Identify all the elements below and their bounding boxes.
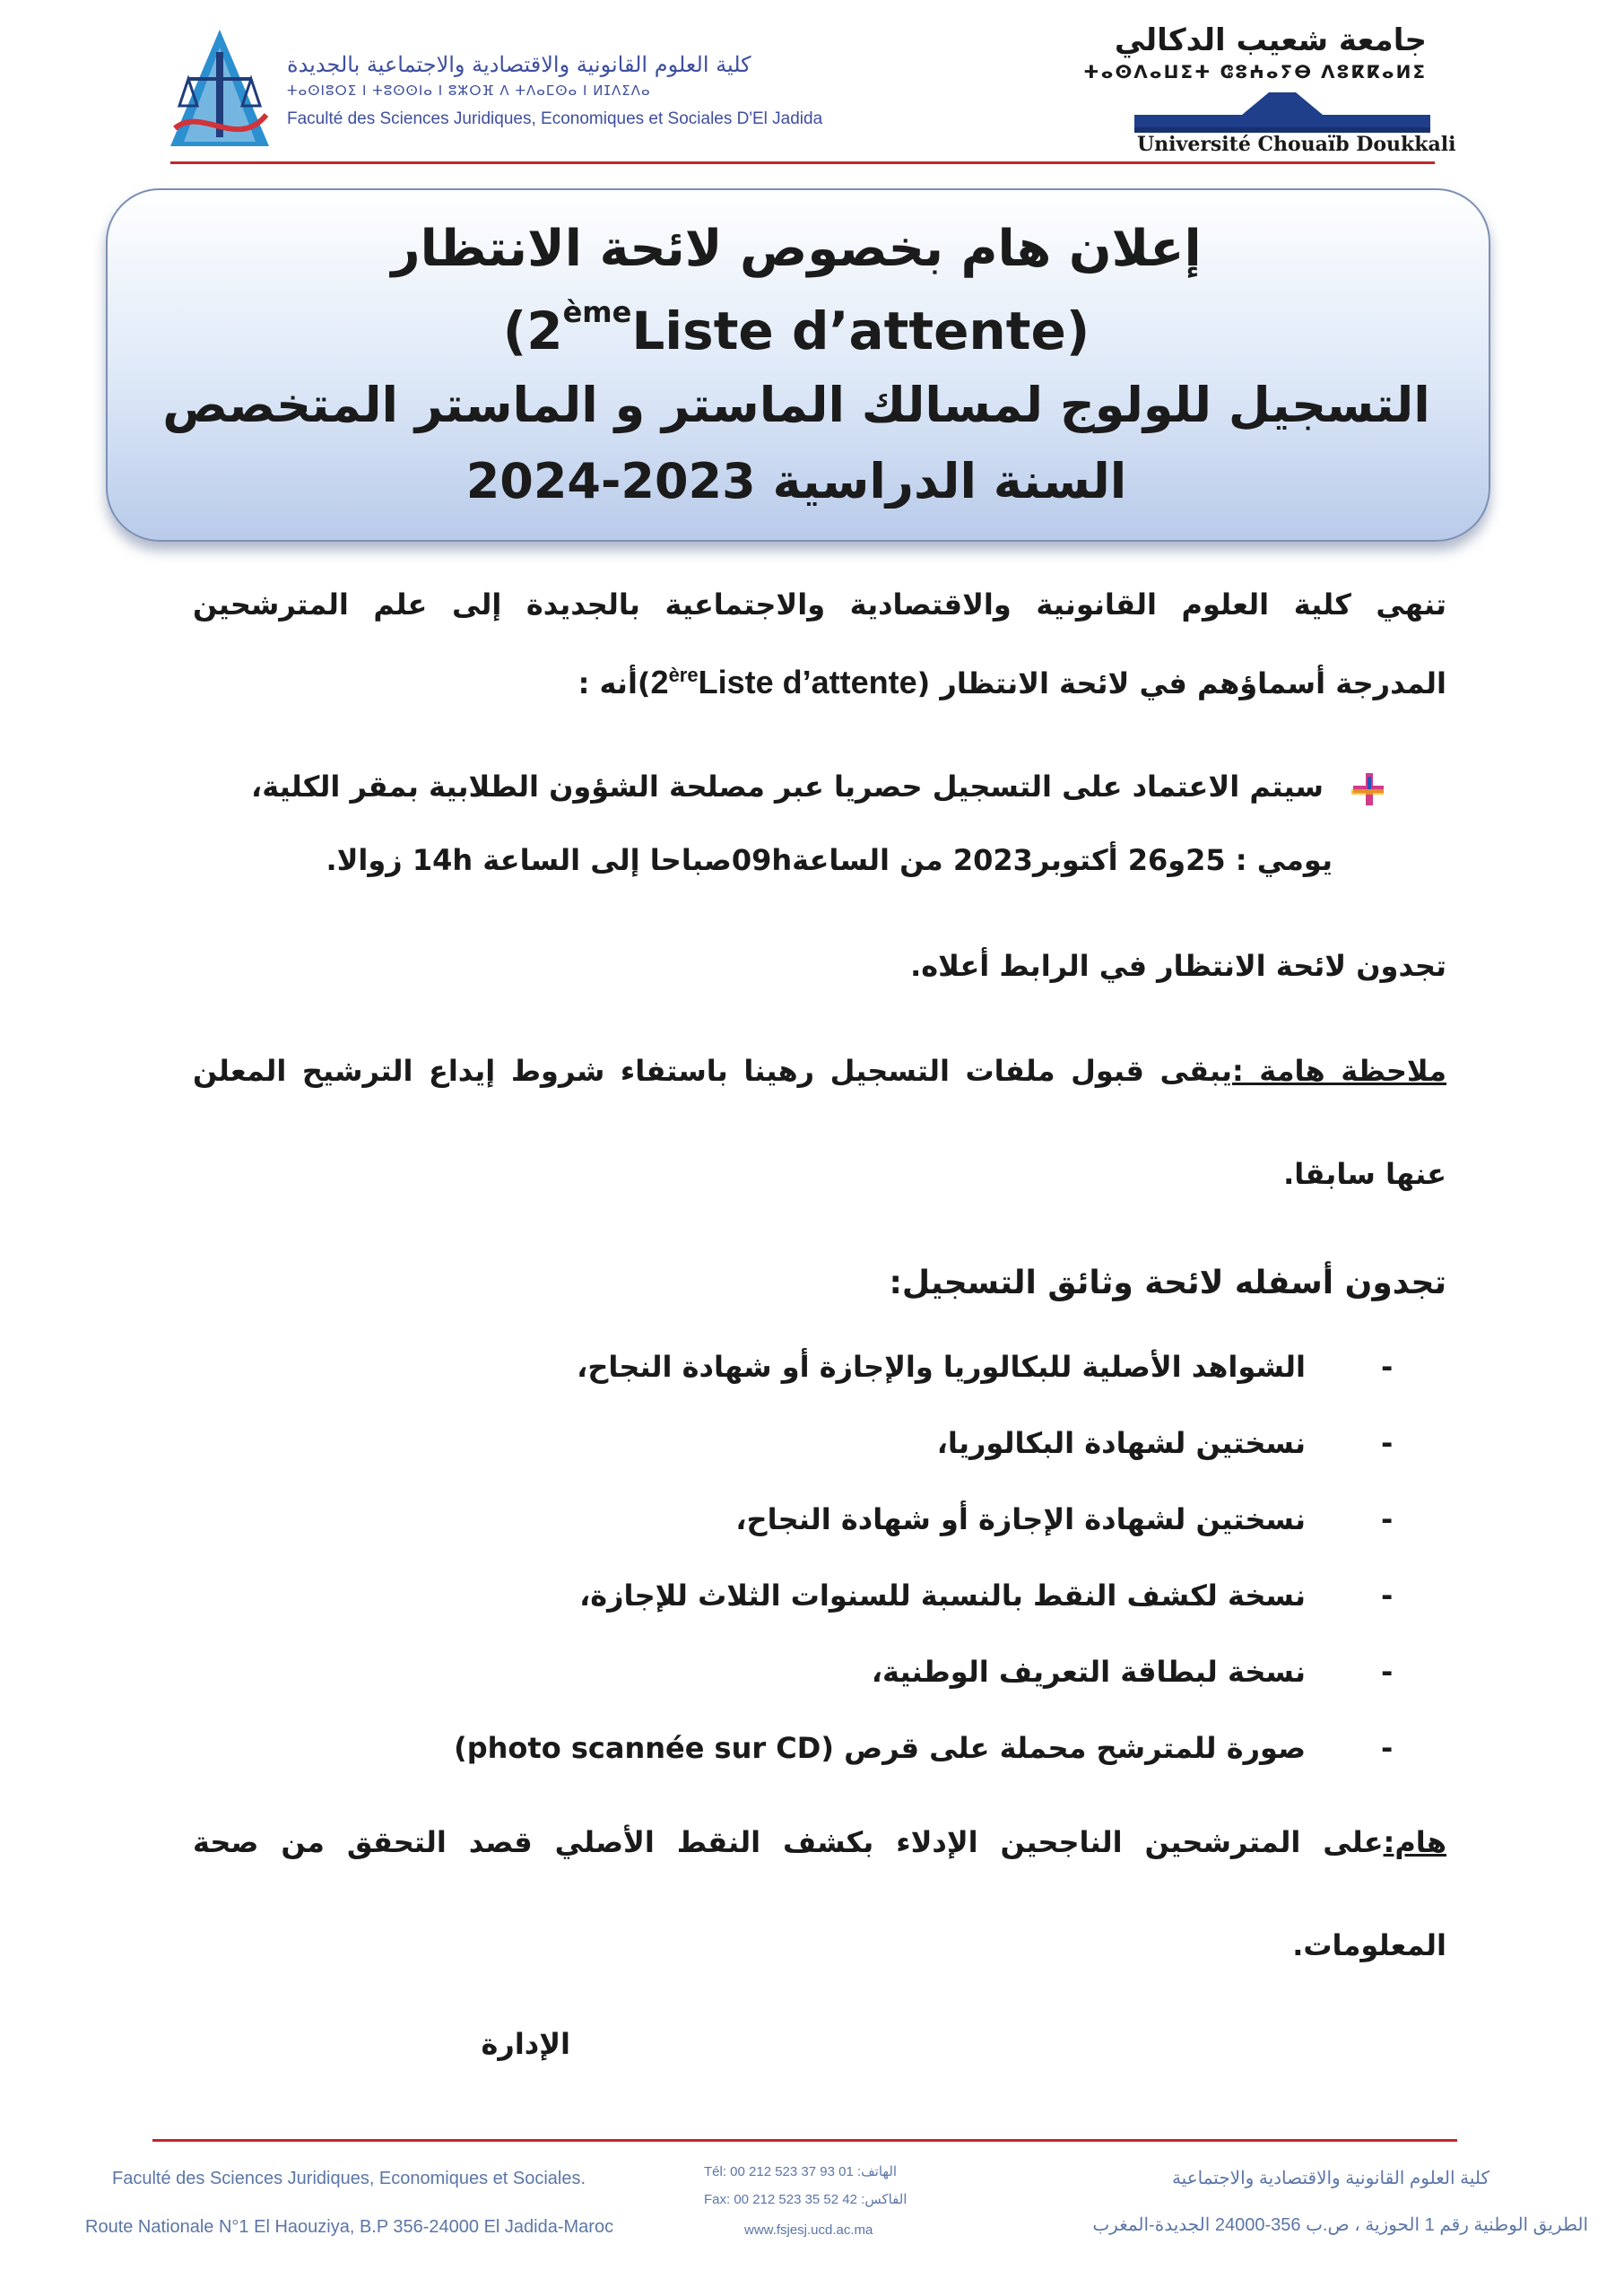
notice-label: هام: (1383, 1825, 1446, 1859)
footer-website[interactable]: www.fsjesj.ucd.ac.ma (744, 2222, 873, 2238)
university-building-logo (1134, 88, 1430, 133)
footer-tel: Tél: 00 212 523 37 93 01 :الهاتف (704, 2164, 898, 2179)
document-item-1: الشواهد الأصلية للبكالوريا والإجازة أو شهادة النجاح، (577, 1350, 1306, 1384)
list-dash: - (1381, 1350, 1394, 1384)
footer-divider (152, 2139, 1457, 2142)
footer-fr-line-2: Route Nationale N°1 El Haouziya, B.P 356-24000 El Jadida-Maroc (85, 2217, 614, 2237)
important-note-line-1: ملاحظة هامة :يبقى قبول ملفات التسجيل رهينا باستفاء شروط إيداع الترشيح المعلن (193, 1054, 1447, 1088)
waiting-list-link-note: تجدون لائحة الانتظار في الرابط أعلاه. (910, 949, 1446, 983)
intro-line-2: المدرجة أسماؤهم في لائحة الانتظار (2èreListe d’attente)أنه : (578, 664, 1446, 700)
document-item-6: صورة للمترشح محملة على قرص (photo scannée sur CD) (454, 1731, 1306, 1765)
faculty-name-fr: Faculté des Sciences Juridiques, Economiques et Sociales D'El Jadida (287, 109, 823, 128)
title-line-academic-year: السنة الدراسية 2023-2024 (465, 453, 1127, 509)
list-dash: - (1381, 1731, 1394, 1765)
document-item-5: نسخة لبطاقة التعريف الوطنية، (871, 1655, 1306, 1689)
notice-line-1: هام:على المترشحين الناجحين الإدلاء بكشف النقط الأصلي قصد التحقق من صحة (193, 1825, 1446, 1859)
faculty-name-tifinagh: ⵜⴰⵙⵏⵓⵔⵉ ⵏ ⵜⵓⵙⵙⵏⴰ ⵏ ⵓⵣⵔⴼ ⴷ ⵜⴷⴰⵎⵙⴰ ⵏ ⵍⵊⴷⵉⴷⴰ (287, 83, 651, 99)
title-line-registration: التسجيل للولوج لمسالك الماستر و الماستر المتخصص (162, 377, 1430, 433)
footer-ar-line-2: الطريق الوطنية رقم 1 الحوزية ، ص.ب 356-24000 الجديدة-المغرب (1092, 2215, 1588, 2235)
important-note-label: ملاحظة هامة : (1231, 1054, 1447, 1088)
intro-line-1: تنهي كلية العلوم القانونية والاقتصادية والاجتماعية بالجديدة إلى علم المترشحين (193, 587, 1446, 622)
footer-fr-line-1: Faculté des Sciences Juridiques, Economiques et Sociales. (112, 2169, 586, 2188)
bullet-line-1: سيتم الاعتماد على التسجيل حصريا عبر مصلحة الشؤون الطلابية بمقر الكلية، (251, 770, 1324, 804)
university-name-tifinagh: ⵜⴰⵙⴷⴰⵡⵉⵜ ⵛⵓⵄⴰⵢⴱ ⴷⵓⴽⴽⴰⵍⵉ (1083, 61, 1427, 83)
bullet-line-2-schedule: يومي : 25و26 أكتوبر2023 من الساعة09hصباحا إلى الساعة 14h زوالا. (326, 843, 1333, 877)
footer-ar-line-1: كلية العلوم القانونية والاقتصادية والاجتماعية (1171, 2169, 1489, 2188)
important-note-line-2: عنها سابقا. (1283, 1157, 1446, 1191)
list-dash: - (1381, 1655, 1394, 1689)
list-dash: - (1381, 1426, 1394, 1460)
notice-line-2: المعلومات. (1292, 1928, 1446, 1962)
list-dash: - (1381, 1502, 1394, 1536)
document-item-4: نسخة لكشف النقط بالنسبة للسنوات الثلاث للإجازة، (579, 1578, 1306, 1613)
documents-heading: تجدون أسفله لائحة وثائق التسجيل: (889, 1265, 1446, 1301)
university-name-ar: جامعة شعيب الدكالي (1114, 22, 1427, 58)
list-dash: - (1381, 1578, 1394, 1613)
title-line-announcement: إعلان هام بخصوص لائحة الانتظار (391, 220, 1202, 278)
footer-fax: Fax: 00 212 523 35 52 42 :الفاكس (704, 2192, 908, 2207)
university-name-fr: Université Chouaïb Doukkali (1137, 133, 1456, 156)
document-item-3: نسختين لشهادة الإجازة أو شهادة النجاح، (735, 1502, 1306, 1536)
document-item-2: نسختين لشهادة البكالوريا، (936, 1426, 1306, 1460)
signature-administration: الإدارة (481, 2027, 570, 2061)
faculty-logo (166, 25, 274, 151)
arrow-bullet-icon (1350, 771, 1385, 807)
header-divider (170, 161, 1435, 164)
faculty-name-ar: كلية العلوم القانونية والاقتصادية والاجتماعية بالجديدة (287, 52, 751, 77)
title-line-waiting-list: (2èmeListe d’attente) (502, 295, 1090, 361)
